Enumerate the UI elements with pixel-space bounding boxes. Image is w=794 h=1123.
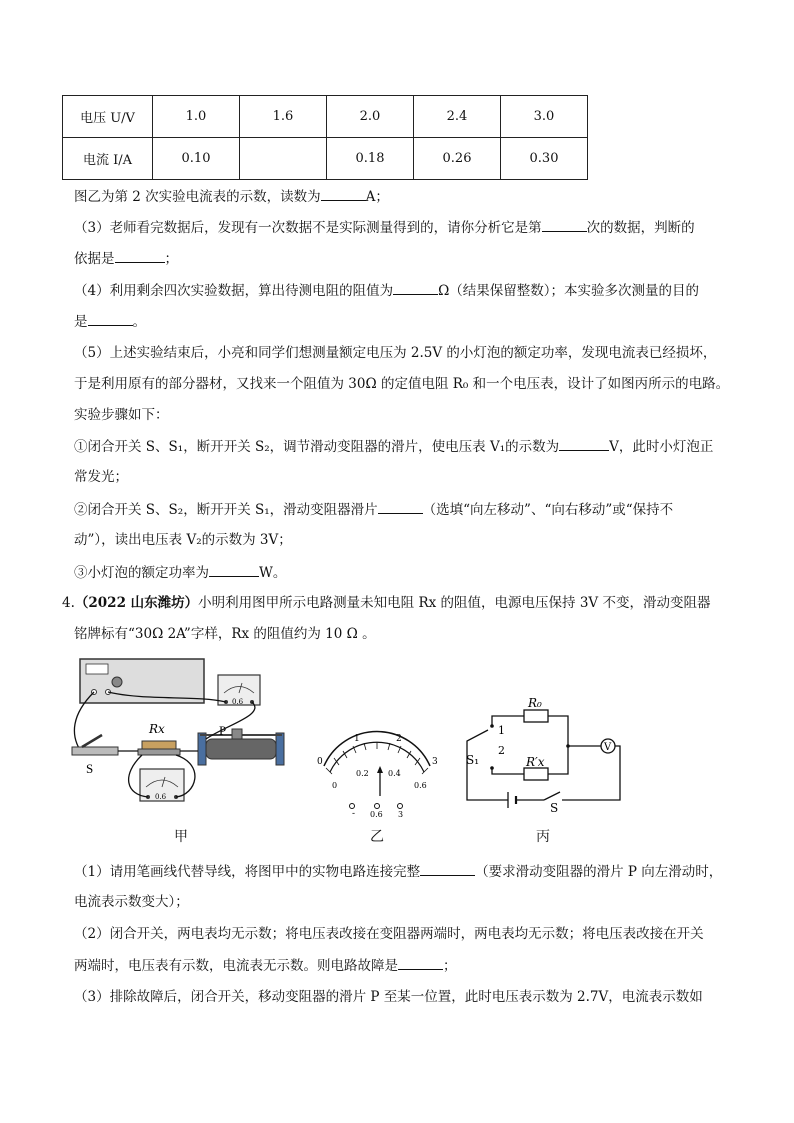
resistor-rx [138,741,180,755]
question-line: 于是利用原有的部分器材，又找来一个阻值为 30Ω 的定值电阻 R₀ 和一个电压表，设计了如图丙所示的电路。 [74,376,730,392]
answer-blank[interactable] [209,562,259,577]
dial-bottom-label: 0.6 [414,781,427,790]
dial-bottom-label: 0.4 [388,769,401,778]
slider-p-label: P [219,723,227,738]
voltmeter-terminal-label: 0.6 [155,793,167,801]
question-line [74,861,722,882]
text: 两端时，电压表有示数，电流表无示数。则电路故障是 [74,958,398,974]
answer-blank[interactable] [321,186,366,201]
question-line [74,955,457,976]
question-4-line [62,593,710,613]
question-line: 电流表示数变大）； [74,894,189,910]
text: ； [164,251,178,267]
table-cell: 1.6 [240,96,327,138]
switch-s-symbol [544,792,560,800]
r0-label: R₀ [528,696,542,710]
figure-caption-bing: 丙 [536,829,550,845]
question-line: 动”），读出电压表 V₂的示数为 3V； [74,532,292,548]
table-cell: 3.0 [501,96,588,138]
text: 依据是 [74,251,115,267]
text: 是 [74,314,88,330]
answer-blank[interactable] [115,248,165,263]
question-line [74,186,389,207]
question-line: （2）闭合开关，两电表均无示数；将电压表改接在变阻器两端时，两电表均无示数；将电压表改接在开关 [74,926,704,942]
text: A； [365,189,389,205]
switch [72,735,118,755]
text: （4）利用剩余四次实验数据，算出待测电阻的阻值为 [74,283,394,299]
text: 次的数据，判断的 [586,220,695,236]
text: （3）老师看完数据后，发现有一次数据不是实际测量得到的，请你分析它是第 [74,220,542,236]
table-row [63,96,588,138]
question-line: 铭牌标有“30Ω 2A”字样，Rx 的阻值约为 10 Ω 。 [74,626,376,642]
resistor-rpx [524,768,548,780]
resistor-r0 [524,710,548,722]
rheostat [198,729,284,765]
question-line: （5）上述实验结束后，小亮和同学们想测量额定电压为 2.5V 的小灯泡的额定功率，发现电流表已经损坏， [74,345,717,361]
rx-label: Rx [149,722,165,736]
table-cell: 电流 I/A [63,138,153,180]
figure-yi-ammeter-dial [312,728,442,818]
text: 图乙为第 2 次实验电流表的示数，读数为 [74,189,321,205]
contact-label: 1 [498,724,505,737]
table-row [63,138,588,180]
answer-blank[interactable] [398,955,443,970]
question-line [74,436,713,457]
text: 小明利用图甲所示电路测量未知电阻 Rx 的阻值，电源电压保持 3V 不变，滑动变阻器 [198,595,711,611]
question-line: （3）排除故障后，闭合开关，移动变阻器的滑片 P 至某一位置，此时电压表示数为 2.7V，电流表示数如 [74,989,703,1005]
text: （选填“向左移动”、“向右移动”或“保持不 [422,502,674,518]
table-cell: 2.4 [414,96,501,138]
question-line [74,311,146,332]
terminal-label: 0.6 [370,810,383,819]
text: ①闭合开关 S、S₁，断开开关 S₂，调节滑动变阻器的滑片，使电压表 V₁的示数为 [74,439,560,455]
answer-blank[interactable] [393,280,438,295]
question-source: （2022 山东潍坊） [74,595,199,611]
terminal-label: 3 [398,810,404,819]
voltmeter-label: V [604,742,612,753]
text: V，此时小灯泡正 [609,439,714,455]
text: ②闭合开关 S、S₂，断开开关 S₁，滑动变阻器滑片 [74,502,378,518]
contact-label: 2 [498,744,505,757]
table-cell: 0.18 [327,138,414,180]
switch-label: S [86,761,94,776]
answer-blank[interactable] [559,436,609,451]
text: （1）请用笔画线代替导线，将图甲中的实物电路连接完整 [74,864,421,880]
question-line: 常发光； [74,469,128,485]
question-line [74,248,178,269]
figure-caption-jia: 甲 [174,829,188,845]
table-cell: 0.10 [153,138,240,180]
question-line [74,562,286,583]
question-number: 4. [62,595,75,611]
question-line [74,280,699,301]
text: 。 [132,314,146,330]
dial-ticks [326,742,428,774]
table-cell: 电压 U/V [63,96,153,138]
answer-blank[interactable] [420,861,475,876]
question-line: 实验步骤如下： [74,407,169,423]
answer-blank[interactable] [378,499,423,514]
table-cell: 2.0 [327,96,414,138]
text: ③小灯泡的额定功率为 [74,565,209,581]
terminal-label: - [352,809,356,819]
question-line [74,217,695,238]
question-line [74,499,673,520]
answer-blank[interactable] [542,217,587,232]
text: （要求滑动变阻器的滑片 P 向左滑动时， [475,864,723,880]
figure-bing-circuit-diagram [462,696,632,815]
table-cell [240,138,327,180]
dial-top-label: 3 [432,757,438,767]
text: W。 [259,565,287,581]
answer-blank[interactable] [88,311,133,326]
switch-s-label: S [550,801,559,815]
figure-jia-physical-circuit [66,655,296,815]
dial-top-label: 1 [354,734,360,744]
rpx-label: R′x [526,755,545,769]
text: Ω（结果保留整数）；本实验多次测量的目的 [438,283,700,299]
data-table [62,95,588,180]
table-cell: 1.0 [153,96,240,138]
figure-caption-yi: 乙 [370,829,384,845]
text: ； [443,958,457,974]
dial-bottom-label: 0 [332,781,338,790]
dial-top-label: 0 [317,757,323,767]
dial-bottom-label: 0.2 [356,769,369,778]
switch-s1-label: S₁ [466,753,480,767]
table-cell: 0.30 [501,138,588,180]
ammeter-terminal-label: 0.6 [232,698,244,706]
table-cell: 0.26 [414,138,501,180]
dial-top-label: 2 [396,734,402,744]
